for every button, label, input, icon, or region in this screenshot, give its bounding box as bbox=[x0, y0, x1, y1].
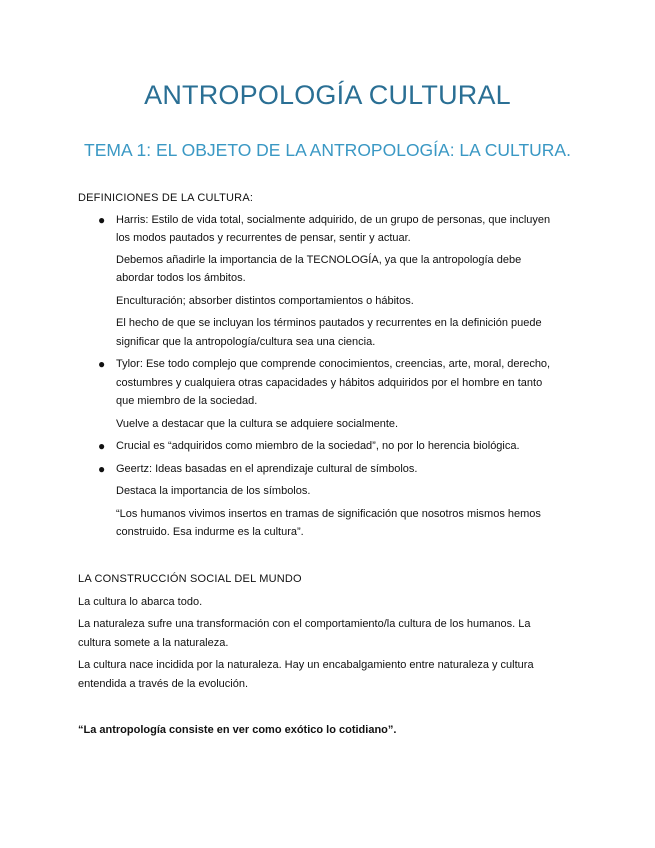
list-item-crucial bbox=[78, 437, 578, 456]
harris-line-2: los modos pautados y recurrentes de pensar, sentir y actuar. bbox=[116, 232, 411, 244]
closing-quote: “La antropología consiste en ver como exótico lo cotidiano”. bbox=[78, 724, 397, 736]
section-definitions bbox=[78, 189, 578, 542]
tylor-line-1: Tylor: Ese todo complejo que comprende conocimientos, creencias, arte, moral, derecho, bbox=[116, 358, 551, 370]
crucial-line: Crucial es “adquiridos como miembro de la sociedad”, no por lo herencia biológica. bbox=[116, 440, 520, 452]
tylor-line-3: que miembro de la sociedad. bbox=[116, 395, 258, 407]
social-paragraph-3-line-2: entendida a través de la evolución. bbox=[78, 677, 249, 690]
geertz-line: Geertz: Ideas basadas en el aprendizaje cultural de símbolos. bbox=[116, 462, 418, 475]
tylor-line-2: costumbres y cualquiera otras capacidades y hábitos adquiridos por el hombre en tanto bbox=[116, 376, 543, 389]
social-paragraph-2 bbox=[78, 615, 578, 652]
bullet-icon: ● bbox=[98, 212, 106, 227]
topic-subtitle: TEMA 1: EL OBJETO DE LA ANTROPOLOGÍA: LA CULTURA. bbox=[84, 140, 571, 160]
section-social-construction bbox=[78, 570, 578, 693]
harris-note-technology bbox=[78, 251, 578, 288]
enculturation-line: Enculturación; absorber distintos comportamientos o hábitos. bbox=[116, 294, 414, 307]
social-paragraph-3 bbox=[78, 656, 578, 693]
tylor-note-line: Vuelve a destacar que la cultura se adquiere socialmente. bbox=[116, 417, 399, 430]
harris-line-1: Harris: Estilo de vida total, socialmente adquirido, de un grupo de personas, que incluyen bbox=[116, 213, 551, 226]
list-item-geertz bbox=[78, 460, 578, 479]
social-paragraph-2-line-1: La naturaleza sufre una transformación con el comportamiento/la cultura de los humanos. La bbox=[78, 618, 531, 630]
list-item-tylor bbox=[78, 355, 578, 411]
symbols-line: Destaca la importancia de los símbolos. bbox=[116, 485, 311, 497]
geertz-quote-line-1: “Los humanos vivimos insertos en tramas de significación que nosotros mismos hemos bbox=[116, 507, 541, 520]
document-title: ANTROPOLOGÍA CULTURAL bbox=[144, 80, 511, 110]
bullet-icon: ● bbox=[98, 461, 106, 476]
harris-note-science bbox=[78, 314, 578, 351]
technology-line-1: Debemos añadirle la importancia de la TECNOLOGÍA, ya que la antropología debe bbox=[116, 253, 522, 266]
section-heading-social-construction: LA CONSTRUCCIÓN SOCIAL DEL MUNDO bbox=[78, 573, 302, 585]
science-line-1: El hecho de que se incluyan los términos pautados y recurrentes en la definición puede bbox=[116, 317, 542, 329]
list-item-harris bbox=[78, 211, 578, 248]
geertz-note-symbols bbox=[78, 482, 578, 501]
section-heading-definitions: DEFINICIONES DE LA CULTURA: bbox=[78, 192, 254, 204]
bullet-icon: ● bbox=[98, 439, 106, 453]
social-paragraph-3-line-1: La cultura nace incidida por la naturaleza. Hay un encabalgamiento entre naturaleza y cultura bbox=[78, 659, 534, 671]
science-line-2: significar que la antropología/cultura sea una ciencia. bbox=[116, 335, 376, 348]
social-paragraph-2-line-2: cultura somete a la naturaleza. bbox=[78, 636, 229, 649]
geertz-quote bbox=[78, 505, 578, 542]
social-paragraph-1: La cultura lo abarca todo. bbox=[78, 595, 203, 608]
harris-note-enculturation bbox=[78, 292, 578, 311]
technology-line-2: abordar todos los ámbitos. bbox=[116, 272, 246, 284]
tylor-note bbox=[78, 415, 578, 434]
geertz-quote-line-2: construido. Esa indurme es la cultura”. bbox=[116, 526, 304, 538]
bullet-icon: ● bbox=[98, 357, 106, 371]
closing-quote-block bbox=[78, 721, 578, 740]
